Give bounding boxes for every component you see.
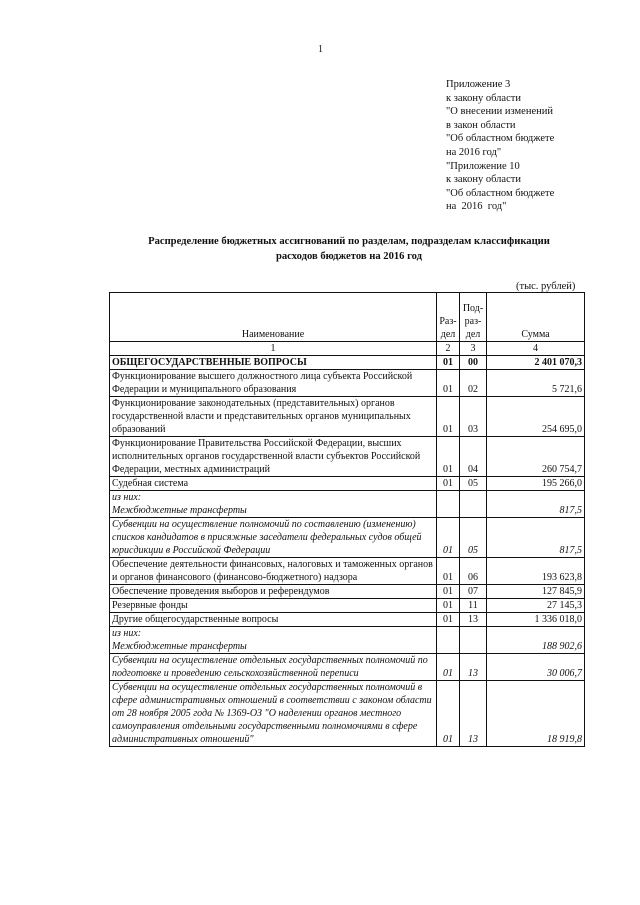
appendix-line: в закон области [446,119,516,131]
row-sum: 817,5 [487,491,585,518]
row-name: из них: Межбюджетные трансферты [110,491,437,518]
row-name: Субвенции на осуществление отдельных государственных полномочий в сфере административных отношений в соответствии с законом области от 28 ноября 2005 года № 1369-ОЗ "О наделении органов местного самоуправления отдельными государственными полномочиями в сфере административных отношений" [110,681,437,747]
appendix-line: к закону области [446,174,521,186]
table-row [110,681,585,747]
row-name: Субвенции на осуществление отдельных государственных полномочий по подготовке и проведению сельскохозяйственной переписи [110,654,437,681]
row-name: Функционирование Правительства Российской Федерации, высших исполнительных органов государственной власти субъектов Российской Федерации, местных администраций [110,437,437,477]
row-subsection: 13 [460,681,487,747]
row-sum: 195 266,0 [487,477,585,491]
row-name: ОБЩЕГОСУДАРСТВЕННЫЕ ВОПРОСЫ [110,356,437,370]
row-section: 01 [437,613,460,627]
row-section: 01 [437,518,460,558]
row-section: 01 [437,437,460,477]
row-sum: 193 623,8 [487,558,585,585]
row-sum: 260 754,7 [487,437,585,477]
row-subsection: 11 [460,599,487,613]
appendix-line: на 2016 год" [446,146,502,158]
table-row [110,613,585,627]
row-section: 01 [437,370,460,397]
appendix-line: "Об областном бюджете [446,187,555,199]
row-section: 01 [437,356,460,370]
table-row [110,397,585,437]
row-sum: 188 902,6 [487,627,585,654]
appendix-line: к закону области [446,92,521,104]
table-row [110,599,585,613]
appendix-line: на 2016 год" [446,201,507,213]
row-sum: 18 919,8 [487,681,585,747]
row-section: 01 [437,681,460,747]
row-section [437,627,460,654]
row-section: 01 [437,477,460,491]
row-name: Функционирование высшего должностного лица субъекта Российской Федерации и муниципального образования [110,370,437,397]
row-sum: 30 006,7 [487,654,585,681]
budget-table [109,292,585,747]
appendix-header [446,78,554,214]
title-line-1: Распределение бюджетных ассигнований по разделам, подразделам классификации [148,236,550,247]
row-sum: 5 721,6 [487,370,585,397]
column-index: 4 [487,342,585,356]
table-row [110,356,585,370]
row-name: Другие общегосударственные вопросы [110,613,437,627]
row-subsection: 05 [460,518,487,558]
row-subsection: 00 [460,356,487,370]
table-row [110,437,585,477]
row-subsection: 02 [460,370,487,397]
row-section: 01 [437,558,460,585]
row-name: Функционирование законодательных (представительных) органов государственной власти и представительных органов муниципальных образований [110,397,437,437]
row-sum: 27 145,3 [487,599,585,613]
row-subsection [460,627,487,654]
table-row [110,627,585,654]
title-line-2: расходов бюджетов на 2016 год [275,251,423,262]
column-index-row [110,342,585,356]
row-sum: 254 695,0 [487,397,585,437]
row-name: Обеспечение деятельности финансовых, налоговых и таможенных органов и органов финансового (финансово-бюджетного) надзора [110,558,437,585]
table-row [110,558,585,585]
row-name: Резервные фонды [110,599,437,613]
row-subsection: 03 [460,397,487,437]
row-subsection: 04 [460,437,487,477]
header-name: Наименование [110,293,437,342]
page-number: 1 [318,44,323,55]
row-subsection: 13 [460,654,487,681]
appendix-line: "О внесении изменений [446,106,553,118]
row-sum: 127 845,9 [487,585,585,599]
row-sum: 817,5 [487,518,585,558]
row-section: 01 [437,585,460,599]
table-row [110,518,585,558]
appendix-line: Приложение 3 [446,79,511,90]
column-index: 1 [110,342,437,356]
table-row [110,654,585,681]
row-section: 01 [437,599,460,613]
row-subsection: 07 [460,585,487,599]
row-subsection: 05 [460,477,487,491]
row-name: Субвенции на осуществление полномочий по составлению (изменению) списков кандидатов в присяжные заседатели федеральных судов общей юрисдикции в Российской Федерации [110,518,437,558]
row-sum: 1 336 018,0 [487,613,585,627]
row-name: Обеспечение проведения выборов и референдумов [110,585,437,599]
row-name: из них: Межбюджетные трансферты [110,627,437,654]
row-section: 01 [437,654,460,681]
appendix-line: "Приложение 10 [446,160,520,172]
row-section [437,491,460,518]
appendix-line: "Об областном бюджете [446,133,555,145]
column-index: 3 [460,342,487,356]
header-section: Раз- дел [437,293,460,342]
row-subsection [460,491,487,518]
row-section: 01 [437,397,460,437]
row-subsection: 06 [460,558,487,585]
row-name: Судебная система [110,477,437,491]
document-title [110,234,588,264]
table-row [110,585,585,599]
table-row [110,477,585,491]
unit-label: (тыс. рублей) [516,281,576,292]
table-header-row [110,293,585,342]
table-row [110,491,585,518]
header-subsection: Под- раз- дел [460,293,487,342]
column-index: 2 [437,342,460,356]
row-subsection: 13 [460,613,487,627]
header-sum: Сумма [487,293,585,342]
table-row [110,370,585,397]
row-sum: 2 401 070,3 [487,356,585,370]
